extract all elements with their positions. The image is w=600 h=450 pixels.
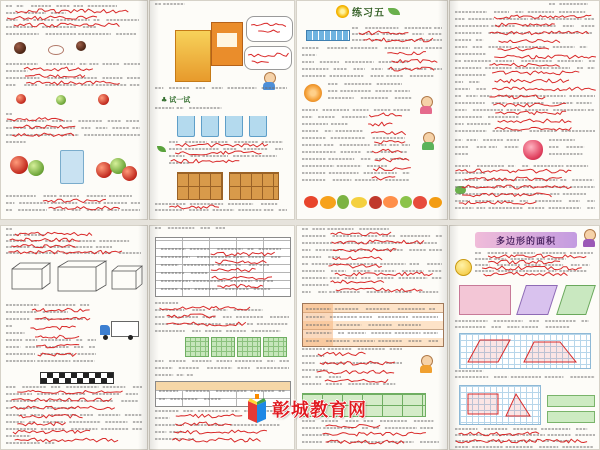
triangle-outline [506,394,530,416]
gift-box-illustration [175,30,211,82]
strawberry-illustration [523,140,543,160]
handwritten-annotation [373,167,411,171]
cartoon-character [261,72,277,90]
handwritten-annotation [375,158,410,162]
speech-bubble [244,46,292,70]
handwritten-annotation [325,379,388,382]
truck-trailer [111,321,139,337]
handwritten-annotation [318,352,366,356]
handwritten-annotation [175,151,261,155]
answer-box [547,411,595,423]
handwritten-annotation [455,169,571,173]
book-logo-icon [246,394,268,424]
fruit-illustration [98,94,109,105]
handwritten-annotation [167,322,246,326]
wheel [103,335,108,340]
leaf-icon [157,146,166,152]
handwritten-annotation [372,177,396,180]
grid-square-illustration [263,337,287,357]
exercise-title: 练习五 [352,7,385,19]
section-label-trial [161,95,190,105]
handwritten-annotation [32,308,90,312]
parallelogram-shape [516,285,558,315]
textbook-page-1 [0,0,148,220]
handwritten-annotation [7,118,63,121]
handwritten-annotation [392,60,438,63]
handwritten-annotation [374,141,405,144]
handwritten-annotation [482,266,582,270]
cartoon-character [418,96,434,114]
handwritten-annotation [494,15,591,19]
site-watermark [246,394,367,424]
handwritten-annotation [326,425,381,428]
fruit-illustration [337,195,349,209]
fruit-illustration [400,196,412,208]
handwritten-annotation [49,206,120,210]
handwritten-annotation [12,133,74,136]
handwritten-annotation [26,81,120,85]
cartoon-character [581,229,597,247]
bar-model-illustration [306,30,350,41]
textbook-page-5 [0,225,148,450]
handwritten-annotation [389,67,434,71]
cartoon-character [418,355,434,373]
handwritten-annotation [35,335,79,338]
handwritten-annotation [489,63,559,67]
handwritten-annotation [11,406,115,410]
handwritten-annotation [15,438,119,442]
handwritten-annotation [172,438,260,442]
beaker-illustration [177,116,195,137]
handwritten-annotation [167,314,216,318]
fruit-illustration [14,42,26,54]
graph-paper-grid [459,333,591,369]
handwritten-annotation [13,125,75,129]
handwritten-annotation [323,432,426,436]
fruit-illustration [429,197,442,208]
wheel [128,335,133,340]
handwritten-annotation [359,31,409,35]
truck-cab [100,325,110,335]
ring-illustration [48,45,64,55]
rectangle-shape [459,285,511,315]
handwritten-annotation [371,132,406,135]
handwritten-annotation [25,74,85,78]
data-table [155,237,291,297]
handwritten-annotation [175,143,268,147]
box-label [217,33,237,47]
handwritten-annotation [369,113,402,117]
handwritten-annotation [332,248,396,251]
handwritten-annotation [456,439,587,443]
textbook-page-8 [449,225,600,450]
handwritten-annotation [326,440,405,444]
handwritten-annotation [488,254,586,258]
handwritten-annotation [17,390,122,394]
handwritten-annotation [320,361,395,365]
textbook-page-4 [449,0,600,220]
rectangle-outline [468,394,498,414]
exercise-banner [336,3,400,19]
handwritten-annotation [19,415,83,419]
club-icon: ♣ [161,96,168,104]
answer-box [547,395,595,407]
grid-square-illustration [211,337,235,357]
handwritten-annotation [493,103,566,107]
handwritten-annotation [175,422,231,426]
handwritten-annotation [494,55,596,59]
section-label-text: 试一试 [169,96,191,104]
checkerboard-illustration [40,372,114,384]
handwritten-annotation [171,159,240,163]
page-ink-layer [449,0,600,220]
handwritten-annotation [331,232,392,236]
handwritten-annotation [332,240,424,244]
handwritten-annotation [30,326,75,330]
flower-icon [336,5,349,18]
beaker-illustration [225,116,243,137]
beaker-illustration [201,116,219,137]
handwritten-annotation [490,31,589,35]
cuboid-diagram [58,261,106,291]
handwritten-annotation [24,67,93,71]
handwritten-annotation [11,398,111,402]
table-header-column [303,304,333,346]
cuboid-diagram [112,266,142,289]
cartoon-face-icon [455,259,472,276]
fruit-illustration [56,95,66,105]
apple-illustration [28,160,44,176]
truck-illustration [100,321,138,339]
handwritten-annotation [7,16,97,20]
handwritten-annotation [462,193,551,197]
parallelogram-outline [468,340,510,362]
cuboid-diagrams [0,225,148,305]
fruit-illustration [413,196,427,209]
trapezoid-outline [524,342,576,362]
tray-illustration [177,172,223,200]
handwritten-annotation [498,47,549,51]
tray-illustration [229,172,279,200]
grid-square-illustration [237,337,261,357]
handwritten-annotation [387,52,426,55]
handwritten-annotation [17,422,65,426]
handwritten-annotation [484,272,568,276]
chapter-title: 多边形的面积 [495,236,556,247]
handwritten-annotation [372,149,402,153]
handwritten-annotation [36,344,79,348]
watermark-text: 彰城教育网 [272,400,367,421]
grid-shapes [460,386,540,424]
handwritten-annotation [459,201,536,204]
handwritten-annotation [495,111,566,115]
handwritten-annotation [462,185,572,189]
handwritten-annotation [13,430,90,434]
chapter-banner [475,232,577,248]
table-header-row [156,382,290,390]
fruit-illustration [304,196,318,208]
page-ink-layer [0,0,148,220]
circle-illustration [304,84,322,102]
handwritten-annotation [489,95,545,99]
hand-pointer-icon [455,186,466,194]
apple-illustration [122,166,137,181]
handwritten-annotation [38,353,77,356]
leaf-icon [388,8,400,15]
textbook-page-3 [296,0,448,220]
graph-paper-grid [459,385,541,425]
fruit-illustration [16,94,26,104]
apple-illustration [10,156,28,174]
fruit-illustration [369,196,382,209]
handwritten-annotation [335,272,433,276]
handwritten-annotation [16,9,129,13]
handwritten-annotation [465,177,562,181]
handwritten-annotation [333,256,383,260]
handwritten-annotation [364,38,433,42]
parallelogram-shape [556,285,596,315]
handwritten-annotation [35,317,90,320]
handwritten-annotation [329,264,382,268]
handwritten-annotation [169,205,219,209]
speech-bubble [246,16,293,42]
data-table [302,303,444,347]
handwritten-annotation [331,280,385,283]
handwritten-annotation [368,122,392,126]
handwritten-annotation [495,79,570,83]
textbook-page-2 [149,0,295,220]
handwritten-annotation [43,199,106,203]
handwritten-annotation [14,23,120,27]
handwritten-annotation [160,306,251,310]
grid-square-illustration [185,337,209,357]
fruit-illustration [351,197,367,208]
glass-illustration [60,150,84,184]
fruit-illustration [383,196,398,208]
handwritten-annotation [495,127,572,130]
handwritten-annotation [317,370,394,374]
handwritten-annotation [336,288,423,292]
handwritten-annotation [499,40,561,43]
grid-shapes [460,334,590,368]
handwritten-annotation [495,23,555,27]
cartoon-character [420,132,436,150]
cuboid-diagram [12,263,50,289]
fruit-illustration [76,41,86,51]
handwritten-annotation [488,260,560,264]
handwritten-annotation [492,71,579,75]
gift-box-illustration [211,22,243,66]
handwritten-annotation [492,87,596,91]
handwritten-annotation [498,119,572,123]
fruit-strip-illustration [304,194,442,210]
handwritten-annotation [176,414,242,418]
handwritten-annotation [459,432,540,436]
fruit-illustration [320,196,336,209]
beaker-illustration [249,116,267,137]
handwritten-annotation [174,430,267,434]
